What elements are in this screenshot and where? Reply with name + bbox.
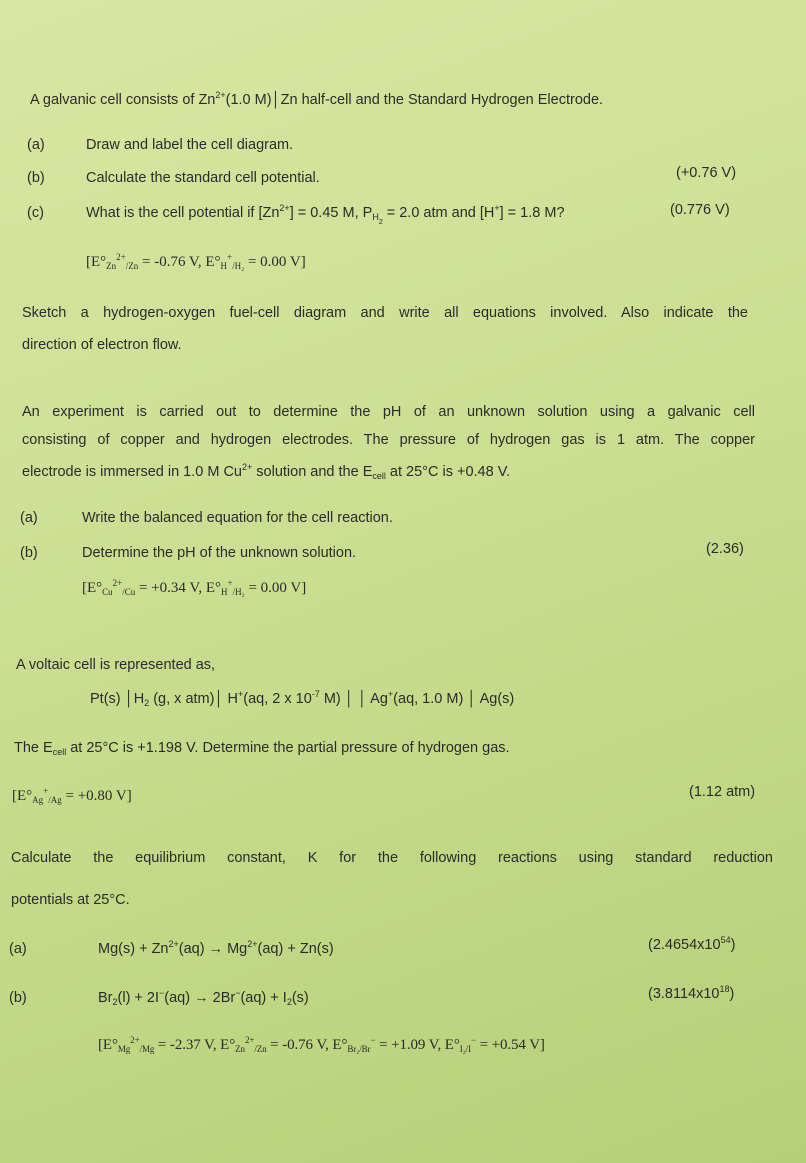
q4-cell-sup: + [238, 689, 244, 699]
q5-b-part: Br [98, 990, 113, 1006]
q5-b-part: (l) + 2I [117, 990, 160, 1006]
q3-line-3-sub: cell [372, 471, 386, 481]
q5-b-answer-sup: 18 [719, 984, 730, 994]
q1-b-label: (b) [27, 170, 45, 186]
q1-c-part: ] = 1.8 M? [499, 205, 565, 221]
q1-c-sub: 2 [378, 219, 383, 226]
q5-line-1: Calculate the equilibrium constant, K for the following reactions using standard reduction [11, 850, 773, 866]
q3-line-3-part: solution and the E [252, 464, 373, 480]
q5-a-equation [98, 939, 334, 959]
q4-answer: (1.12 atm) [689, 784, 756, 800]
q4-intro: A voltaic cell is represented as, [16, 657, 216, 673]
q3-line-3-part: at 25°C is +0.48 V. [385, 464, 511, 480]
q1-c-sup: 2+ [279, 203, 290, 213]
q5-a-sup: 2+ [247, 939, 258, 949]
q4-cell-part: (aq, 2 x 10 [243, 691, 312, 707]
q4-given-sub: Ag [32, 795, 44, 805]
q5-a-answer-part: (2.4654x10 [648, 937, 721, 953]
q5-b-label: (b) [9, 990, 27, 1006]
q3-given-sup: + [227, 578, 233, 588]
q5-b-part: (aq) → 2Br [164, 990, 236, 1006]
q5-b-sub: 2 [112, 997, 118, 1007]
q1-given-sub: H [220, 261, 227, 271]
q3-b-text: Determine the pH of the unknown solution. [82, 545, 357, 561]
q3-a-text: Write the balanced equation for the cell reaction. [82, 510, 393, 526]
q5-a-answer-part: ) [730, 937, 736, 953]
q4-given [12, 786, 132, 806]
q5-given-part: = +1.09 V, E° [375, 1037, 460, 1053]
q1-c-text [86, 203, 565, 226]
q5-a-part: (aq) + Zn(s) [257, 941, 334, 957]
q5-given-part: [E° [98, 1037, 118, 1053]
q4-cell-part: (aq, 1.0 M) │ Ag(s) [393, 691, 515, 707]
q1-given-sup: 2+ [116, 252, 126, 262]
q3-line-3 [22, 462, 510, 482]
q3-given-sub: /Cu [122, 587, 136, 597]
q1-intro-text-2: (1.0 M)│Zn half-cell and the Standard Hydrogen Electrode. [225, 92, 604, 108]
q1-given-sub: Zn [106, 261, 117, 271]
q5-b-equation [98, 988, 309, 1008]
q5-given-sub: /Zn [254, 1044, 267, 1054]
q3-given-sub: /H₂ [232, 587, 245, 597]
q5-a-label: (a) [9, 941, 27, 957]
q3-given-part: [E° [82, 580, 103, 596]
q1-given-part: = -0.76 V, E° [138, 254, 221, 270]
q1-b-answer: (+0.76 V) [676, 165, 737, 181]
q5-b-answer [648, 984, 734, 1004]
q4-given-part: [E° [12, 788, 33, 804]
q1-given-sup: + [226, 252, 233, 262]
q4-cell-part: Pt(s) │H [90, 691, 145, 707]
q1-c-sup: + [494, 203, 500, 213]
q4-given-sup: + [43, 786, 49, 796]
q3-a-label: (a) [20, 510, 38, 526]
q1-intro-text: A galvanic cell consists of Zn [30, 92, 216, 108]
q5-given-sub: Br₂/Br [347, 1044, 371, 1054]
q1-given-part: [E° [86, 254, 107, 270]
q1-given [86, 252, 306, 272]
q5-given-sub: Mg [117, 1044, 131, 1054]
q5-b-answer-part: (3.8114x10 [648, 986, 720, 1002]
q5-b-part: (aq) + I [240, 990, 287, 1006]
q3-b-answer: (2.36) [706, 541, 744, 557]
q1-intro [30, 90, 603, 110]
q5-b-sup: − [235, 988, 241, 998]
q5-given-sup: 2+ [130, 1035, 140, 1045]
q4-given-part: = +0.80 V] [61, 788, 132, 804]
q1-given-sub: /Zn [125, 261, 139, 271]
q3-given-sub: H [220, 587, 228, 597]
q1-c-answer: (0.776 V) [670, 202, 730, 218]
q5-a-sup: 2+ [168, 939, 179, 949]
q3-b-label: (b) [20, 545, 38, 561]
q5-given-sup: − [370, 1035, 376, 1045]
q5-given-part: = -2.37 V, E° [154, 1037, 236, 1053]
q5-given-sup: − [470, 1035, 476, 1045]
q5-b-sub: 2 [286, 997, 292, 1007]
q4-cell-part: (g, x atm)│ H [149, 691, 239, 707]
q1-intro-sup: 2+ [215, 90, 226, 100]
q2-line-2: direction of electron flow. [22, 337, 182, 353]
q4-question-part: at 25°C is +1.198 V. Determine the partial pressure of hydrogen gas. [66, 740, 510, 756]
q5-line-2: potentials at 25°C. [11, 892, 130, 908]
q5-given-sub: /Mg [139, 1044, 155, 1054]
q5-given [98, 1035, 545, 1055]
q5-b-answer-part: ) [729, 986, 735, 1002]
q4-given-sub: /Ag [48, 795, 62, 805]
q1-c-part: = 2.0 atm and [H [382, 205, 495, 221]
q5-b-part: (s) [291, 990, 309, 1006]
q3-given-sup: 2+ [112, 578, 123, 588]
q3-line-1: An experiment is carried out to determine the pH of an unknown solution using a galvanic cell [22, 404, 755, 420]
q3-given-part: = +0.34 V, E° [135, 580, 221, 596]
q5-a-answer-sup: 54 [720, 935, 731, 945]
q4-cell-sub: 2 [144, 698, 150, 708]
q5-given-sub: I₂/I [459, 1044, 471, 1054]
q4-cell-sup: + [387, 689, 394, 699]
q1-c-part: ] = 0.45 M, P [289, 205, 373, 221]
q3-line-2: consisting of copper and hydrogen electrodes. The pressure of hydrogen gas is 1 atm. The copper [22, 432, 755, 448]
q5-b-sup: − [159, 988, 165, 998]
q1-c-part: What is the cell potential if [Zn [86, 205, 280, 221]
q2-line-1: Sketch a hydrogen-oxygen fuel-cell diagram and write all equations involved. Also indicate the [22, 305, 748, 321]
q5-a-answer [648, 935, 735, 955]
q5-a-part: Mg(s) + Zn [98, 941, 169, 957]
q4-cell-sup: -7 [311, 689, 320, 699]
q3-given-part: = 0.00 V] [244, 580, 307, 596]
q3-line-3-sup: 2+ [242, 462, 253, 472]
q3-given [82, 578, 306, 598]
q3-line-3-part: electrode is immersed in 1.0 M Cu [22, 464, 242, 480]
q4-question-sub: cell [52, 747, 67, 757]
q1-a-text: Draw and label the cell diagram. [86, 137, 294, 153]
q4-question [14, 738, 510, 758]
q4-cell-notation [90, 689, 514, 709]
q4-cell-part: M) │ │ Ag [319, 691, 388, 707]
q5-given-sup: 2+ [244, 1035, 255, 1045]
q3-given-sub: Cu [102, 587, 113, 597]
q4-question-part: The E [14, 740, 53, 756]
q5-given-part: = +0.54 V] [475, 1037, 545, 1053]
q1-given-part: = 0.00 V] [244, 254, 306, 270]
q5-given-part: = -0.76 V, E° [266, 1037, 348, 1053]
q1-b-text: Calculate the standard cell potential. [86, 170, 320, 186]
q5-given-sub: Zn [235, 1044, 245, 1054]
q1-given-sub: /H₂ [232, 261, 245, 271]
q1-c-sub: H [372, 212, 379, 222]
q5-a-part: (aq) → Mg [178, 941, 248, 957]
q1-a-label: (a) [27, 137, 45, 153]
q1-c-label: (c) [27, 205, 44, 221]
